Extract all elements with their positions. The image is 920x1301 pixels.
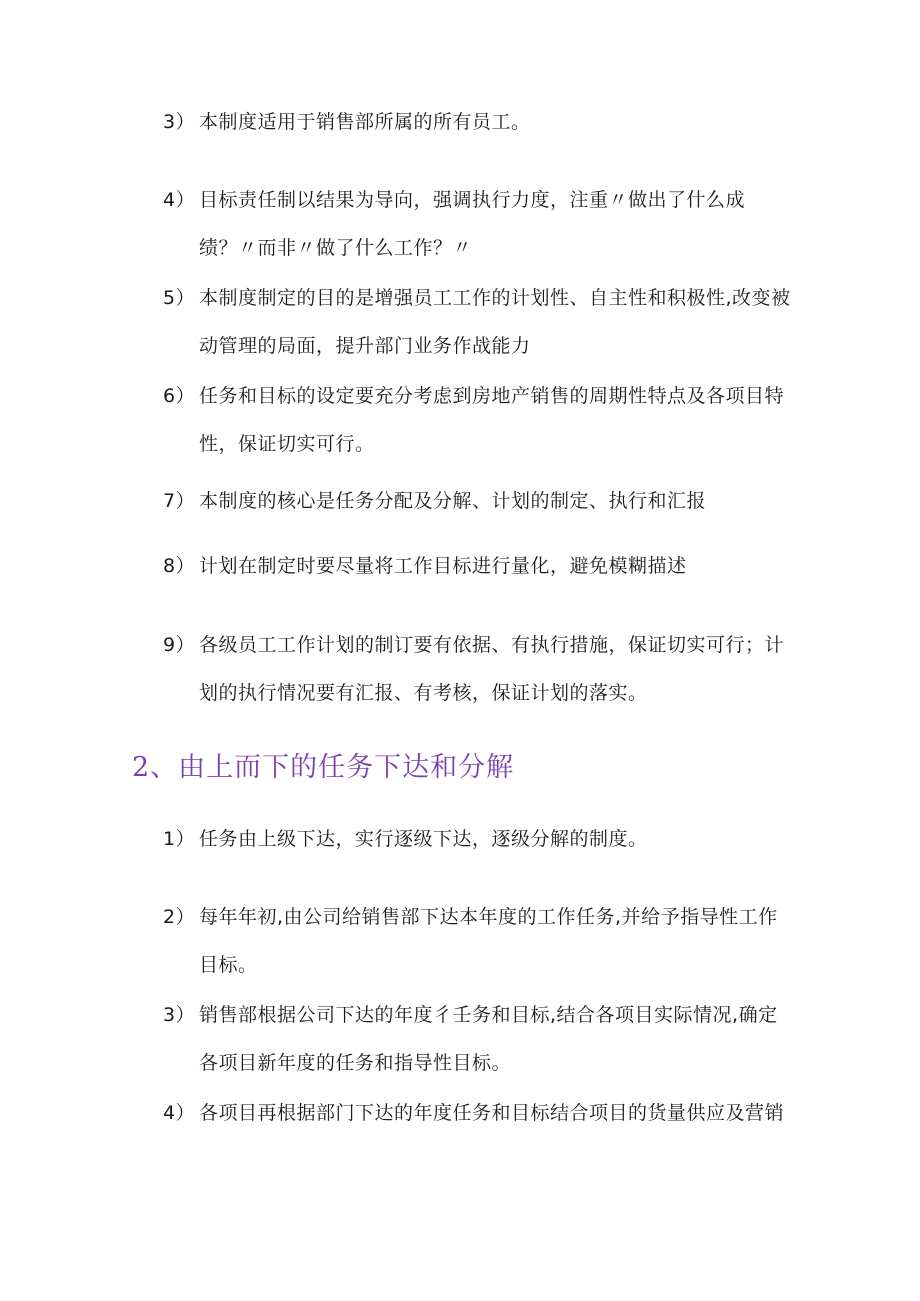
item-number: 8） [163,555,196,577]
list-item-2 [163,893,823,989]
section-heading: 2、由上而下的任务下达和分解 [132,752,515,783]
item-number: 3） [163,1004,196,1026]
list-item-3 [163,98,823,146]
item-text-line: 本制度适用于销售部所属的所有员工。 [199,111,531,133]
item-number: 5） [163,287,196,309]
item-text-line: 销售部根据公司下达的年度彳壬务和目标,结合各项目实际情况,确定 [199,1004,778,1026]
item-text-line: 各级员工工作计划的制订要有依据、有执行措施，保证切实可行；计 [199,634,785,656]
item-number: 9） [163,634,196,656]
item-number: 7） [163,490,196,512]
item-text-line: 本制度制定的目的是增强员工工作的计划性、自主性和积极性,改变被 [199,287,791,309]
item-number: 2） [163,906,196,928]
list-item-1 [163,815,823,863]
item-number: 6） [163,385,196,407]
list-item-3b [163,991,823,1087]
item-text-line: 绩？〃而非〃做了什么工作？〃 [199,237,473,259]
item-text-line: 各项目再根据部门下达的年度任务和目标结合项目的货量供应及营销 [199,1102,785,1124]
item-text-line: 任务和目标的设定要充分考虑到房地产销售的周期性特点及各项目特 [199,385,785,407]
item-number: 4） [163,189,196,211]
list-item-5 [163,274,823,370]
item-number: 3） [163,111,196,133]
item-number: 1） [163,828,196,850]
item-text-line: 性，保证切实可行。 [199,433,375,455]
item-text-line: 划的执行情况要有汇报、有考核，保证计划的落实。 [199,682,648,704]
item-text-line: 目标。 [199,954,258,976]
item-text-line: 各项目新年度的任务和指导性目标。 [199,1052,512,1074]
list-item-9 [163,621,823,717]
list-item-4b [163,1089,823,1137]
item-text-line: 计划在制定时要尽量将工作目标进行量化，避免模糊描述 [199,555,687,577]
item-text-line: 任务由上级下达，实行逐级下达，逐级分解的制度。 [199,828,648,850]
list-item-8 [163,542,823,590]
item-text-line: 每年年初,由公司给销售部下达本年度的工作任务,并给予指导性工作 [199,906,778,928]
list-item-7 [163,477,823,525]
item-text-line: 目标责任制以结果为导向，强调执行力度，注重〃做出了什么成 [199,189,746,211]
item-text-line: 动管理的局面，提升部门业务作战能力 [199,335,531,357]
item-number: 4） [163,1102,196,1124]
item-text-line: 本制度的核心是任务分配及分解、计划的制定、执行和汇报 [199,490,707,512]
list-item-4 [163,176,823,272]
list-item-6 [163,372,823,468]
